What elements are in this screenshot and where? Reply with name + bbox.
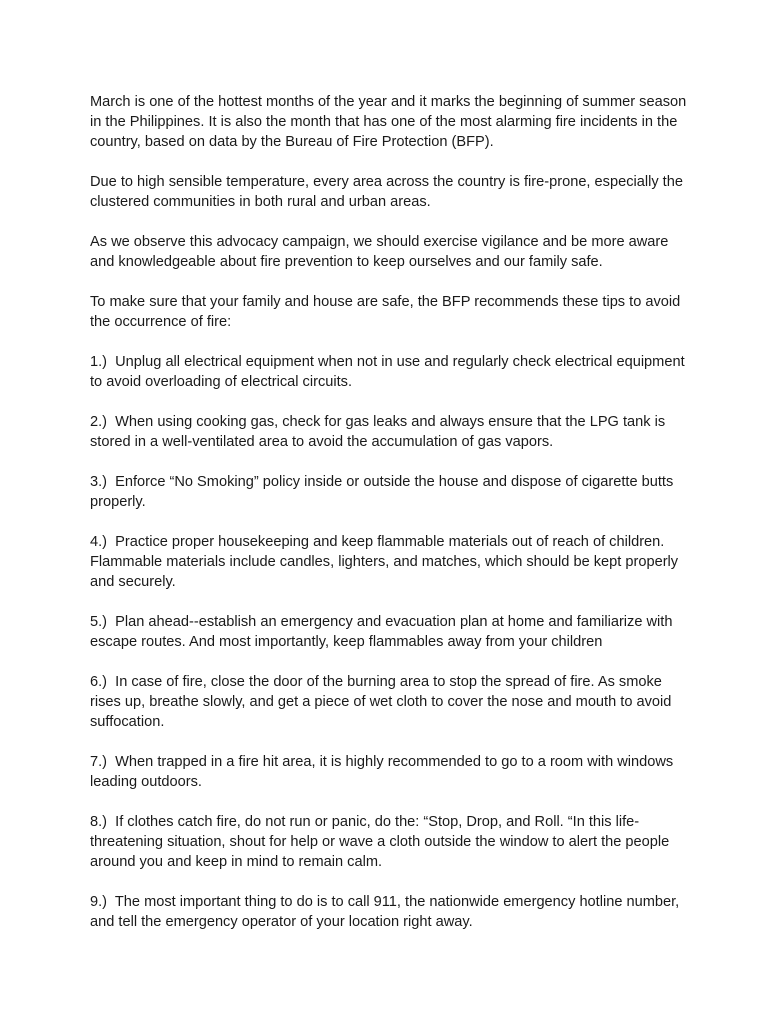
intro-paragraph-3: As we observe this advocacy campaign, we should exercise vigilance and be more aware and knowledgeable about fire prevention to keep ourselves and our family safe.: [90, 234, 669, 270]
list-item-text: Unplug all electrical equipment when not in use and regularly check electrical equipment to avoid overloading of electrical circuits.: [90, 354, 685, 390]
list-item: [90, 472, 690, 512]
tips-list: [90, 352, 690, 932]
list-item-number: 9.): [90, 894, 108, 910]
list-item-number: 8.): [90, 814, 108, 830]
list-item-number: 1.): [90, 354, 108, 370]
list-item-text: Plan ahead--establish an emergency and evacuation plan at home and familiarize with escape routes. And most importantly, keep flammables away from your children: [90, 614, 673, 650]
list-item-text: When trapped in a fire hit area, it is highly recommended to go to a room with windows leading outdoors.: [90, 754, 674, 790]
list-item-number: 3.): [90, 474, 108, 490]
list-item-number: 2.): [90, 414, 108, 430]
list-item: [90, 892, 690, 932]
list-item-number: 7.): [90, 754, 108, 770]
list-item: [90, 672, 690, 732]
list-item: [90, 612, 690, 652]
list-item: [90, 412, 690, 452]
list-item-text: If clothes catch fire, do not run or panic, do the: “Stop, Drop, and Roll. “In this life-threatening situation, shout for help or wave a cloth outside the window to alert the people around you and keep in mind to remain calm.: [90, 814, 670, 870]
list-item-text: The most important thing to do is to call 911, the nationwide emergency hotline number, and tell the emergency operator of your location right away.: [90, 894, 680, 930]
intro-paragraph-1: March is one of the hottest months of the year and it marks the beginning of summer season in the Philippines. It is also the month that has one of the most alarming fire incidents in the country, based on data by the Bureau of Fire Protection (BFP).: [90, 94, 687, 150]
document-page: [90, 92, 690, 952]
list-item-number: 4.): [90, 534, 108, 550]
list-item-number: 5.): [90, 614, 108, 630]
intro-paragraph-4: To make sure that your family and house are safe, the BFP recommends these tips to avoid the occurrence of fire:: [90, 294, 681, 330]
intro-paragraph-2: Due to high sensible temperature, every area across the country is fire-prone, especially the clustered communities in both rural and urban areas.: [90, 174, 683, 210]
list-item: [90, 352, 690, 392]
list-item: [90, 532, 690, 592]
list-item-text: Enforce “No Smoking” policy inside or outside the house and dispose of cigarette butts properly.: [90, 474, 674, 510]
list-item-text: Practice proper housekeeping and keep flammable materials out of reach of children. Flammable materials include candles, lighters, and matches, which should be kept properly and securely.: [90, 534, 679, 590]
list-item-text: In case of fire, close the door of the burning area to stop the spread of fire. As smoke rises up, breathe slowly, and get a piece of wet cloth to cover the nose and mouth to avoid suffocation.: [90, 674, 672, 730]
list-item-text: When using cooking gas, check for gas leaks and always ensure that the LPG tank is stored in a well-ventilated area to avoid the accumulation of gas vapors.: [90, 414, 666, 450]
list-item-number: 6.): [90, 674, 108, 690]
list-item: [90, 812, 690, 872]
list-item: [90, 752, 690, 792]
